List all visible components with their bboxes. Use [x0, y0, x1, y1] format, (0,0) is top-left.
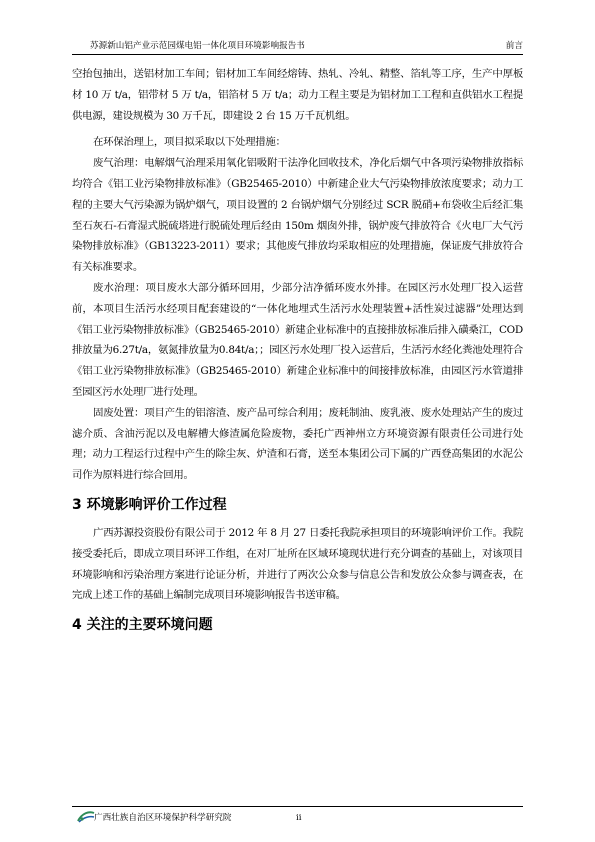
paragraph-environmental-measures-intro: 在环保治理上，项目拟采取以下处理措施： — [93, 136, 286, 149]
footer-organization: 广西壮族自治区环境保护科学研究院 — [94, 813, 232, 823]
page-footer — [72, 806, 523, 829]
document-body — [72, 64, 523, 643]
paragraph-exhaust-gas-treatment: 废气治理：电解烟气治理采用氧化铝吸附干法净化回收技术，净化后烟气中各项污染物排放指标均符合《铝工业污染物排放标准》（GB25465-2010）中新建企业大气污染物排放浓度要求；动力工程的主要大气污染源为锅炉烟气，项目设置的 2 台锅炉烟气分别经过 SCR 脱硝+布袋收尘后经汇集至石灰石-石膏湿式脱硫塔进行脱硫处理后经由 150m 烟囱外排，锅炉废气排放符合《火电厂大气污染物排放标准》（GB13223-2011）要求；其他废气排放均采取相应的处理措施，保证废气排放符合有关标准要求。 — [72, 157, 523, 274]
page-number: ii — [296, 813, 302, 823]
paragraph-eia-process: 广西苏源投资股份有限公司于 2012 年 8 月 27 日委托我院承担项目的环境影响评价工作。我院接受委托后，即成立项目环评工作组，在对厂址所在区域环境现状进行充分调查的基础上，对该项目环境影响和污染治理方案进行论证分析，并进行了两次公众参与信息公告和发放公众参与调查表，在完成上述工作的基础上编制完成项目环境影响报告书送审稿。 — [72, 526, 523, 602]
institute-logo-icon — [76, 810, 96, 824]
header-doc-title: 苏源新山铝产业示范园煤电铝一体化项目环境影响报告书 — [90, 41, 305, 51]
paragraph-solid-waste-disposal: 固废处置：项目产生的铝溶渣、废产品可综合利用；废耗制油、废乳液、废水处理站产生的废过滤介质、含油污泥以及电解槽大修渣属危险废物，委托广西神州立方环境资源有限责任公司进行处理；动力工程运行过程中产生的除尘灰、炉渣和石膏，送至本集团公司下属的广西登高集团的水泥公司作为原料进行综合回用。 — [72, 406, 523, 482]
page-header — [72, 38, 523, 55]
paragraph-process-continued: 空抬包抽出，送铝材加工车间；铝材加工车间经熔铸、热轧、冷轧、精整、箔轧等工序，生产中厚板材 10 万 t/a，铝带材 5 万 t/a，铝箔材 5 万 t/a；动力工程主要是为铝材加工工程和直供铝水工程提供电源，建设规模为 30 万千瓦，即建设 2 台 15 万千瓦机组。 — [72, 68, 523, 122]
header-section-label: 前言 — [505, 41, 523, 51]
section-heading-4: 4 关注的主要环境问题 — [72, 617, 213, 634]
section-heading-3: 3 环境影响评价工作过程 — [72, 496, 227, 513]
paragraph-wastewater-treatment: 废水治理：项目废水大部分循环回用，少部分洁净循环废水外排。在园区污水处理厂投入运营前，本项目生活污水经项目配套建设的“一体化地埋式生活污水处理装置+活性炭过滤器”处理达到《铝工业污染物排放标准》（GB25465-2010）新建企业标准中的直接排放标准后排入磺桑江，COD 排放量为6.27t/a，氨氮排放量为0.84t/a；；园区污水处理厂投入运营后，生活污水经化粪池处理符合《铝工业污染物排放标准》（GB25465-2010）新建企业标准中的间接排放标准，由园区污水管道排至园区污水处理厂进行处理。 — [72, 281, 523, 398]
